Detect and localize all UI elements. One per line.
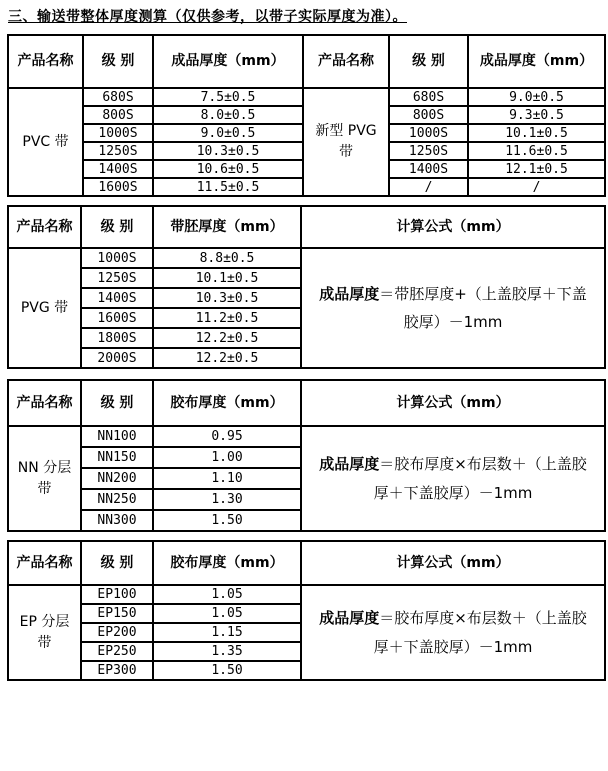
grade-cell: / bbox=[389, 178, 468, 196]
thickness-cell: 10.1±0.5 bbox=[153, 268, 301, 288]
grade-cell: NN150 bbox=[81, 447, 153, 468]
grade-cell: 1400S bbox=[389, 160, 468, 178]
thickness-cell: 7.5±0.5 bbox=[153, 88, 303, 106]
thickness-cell: 9.3±0.5 bbox=[468, 106, 605, 124]
thickness-cell: 8.0±0.5 bbox=[153, 106, 303, 124]
formula-cell bbox=[301, 248, 605, 368]
grade-cell: EP100 bbox=[81, 585, 153, 604]
grade-cell: NN250 bbox=[81, 489, 153, 510]
thickness-cell: 1.30 bbox=[153, 489, 301, 510]
formula-cell bbox=[301, 426, 605, 531]
thickness-cell: 11.6±0.5 bbox=[468, 142, 605, 160]
grade-cell: NN300 bbox=[81, 510, 153, 531]
grade-cell: 1800S bbox=[81, 328, 153, 348]
formula-rest: ＝带胚厚度+（上盖胶厚＋下盖胶厚）－1mm bbox=[379, 284, 587, 331]
thickness-cell: 1.10 bbox=[153, 468, 301, 489]
thickness-cell: 9.0±0.5 bbox=[468, 88, 605, 106]
product-cell-new-pvg: 新型 PVG 带 bbox=[303, 88, 389, 196]
grade-cell: 1250S bbox=[81, 268, 153, 288]
formula-rest: ＝胶布厚度×布层数＋（上盖胶厚＋下盖胶厚）－1mm bbox=[373, 609, 587, 656]
thickness-cell: 1.05 bbox=[153, 604, 301, 623]
table3-header-grade: 级 别 bbox=[81, 380, 153, 426]
table4-header-grade: 级 别 bbox=[81, 541, 153, 585]
grade-cell: EP250 bbox=[81, 642, 153, 661]
grade-cell: 1000S bbox=[83, 124, 153, 142]
thickness-cell: 8.8±0.5 bbox=[153, 248, 301, 268]
table2-header-grade: 级 别 bbox=[81, 206, 153, 248]
table4-header-product: 产品名称 bbox=[8, 541, 81, 585]
grade-cell: 1600S bbox=[83, 178, 153, 196]
table-row bbox=[8, 248, 605, 268]
thickness-cell: 1.00 bbox=[153, 447, 301, 468]
formula-cell bbox=[301, 585, 605, 680]
grade-cell: 1400S bbox=[83, 160, 153, 178]
product-cell-ep: EP 分层带 bbox=[8, 585, 81, 680]
grade-cell: EP150 bbox=[81, 604, 153, 623]
grade-cell: EP300 bbox=[81, 661, 153, 680]
table-pvg-formula bbox=[7, 205, 606, 369]
table2-header-row bbox=[8, 206, 605, 248]
thickness-cell: 1.05 bbox=[153, 585, 301, 604]
product-cell-nn: NN 分层带 bbox=[8, 426, 81, 531]
thickness-cell: 12.2±0.5 bbox=[153, 348, 301, 368]
thickness-cell: 1.35 bbox=[153, 642, 301, 661]
table1-header-row bbox=[8, 35, 605, 88]
grade-cell: 680S bbox=[389, 88, 468, 106]
thickness-cell: 10.3±0.5 bbox=[153, 142, 303, 160]
thickness-cell: / bbox=[468, 178, 605, 196]
thickness-cell: 9.0±0.5 bbox=[153, 124, 303, 142]
table2-header-product: 产品名称 bbox=[8, 206, 81, 248]
table3-header-formula: 计算公式（mm） bbox=[301, 380, 605, 426]
table3-header-product: 产品名称 bbox=[8, 380, 81, 426]
thickness-cell: 12.1±0.5 bbox=[468, 160, 605, 178]
formula-lead: 成品厚度 bbox=[319, 609, 380, 627]
thickness-cell: 11.5±0.5 bbox=[153, 178, 303, 196]
thickness-cell: 10.3±0.5 bbox=[153, 288, 301, 308]
table-row bbox=[8, 426, 605, 447]
grade-cell: 1400S bbox=[81, 288, 153, 308]
grade-cell: NN100 bbox=[81, 426, 153, 447]
formula-lead: 成品厚度 bbox=[319, 284, 380, 303]
grade-cell: 2000S bbox=[81, 348, 153, 368]
grade-cell: 800S bbox=[83, 106, 153, 124]
table1-header-grade-right: 级 别 bbox=[389, 35, 468, 88]
grade-cell: 1600S bbox=[81, 308, 153, 328]
grade-cell: EP200 bbox=[81, 623, 153, 642]
table3-header-row bbox=[8, 380, 605, 426]
table1-header-product-left: 产品名称 bbox=[8, 35, 83, 88]
formula-lead: 成品厚度 bbox=[319, 455, 380, 473]
thickness-cell: 11.2±0.5 bbox=[153, 308, 301, 328]
table-nn-formula bbox=[7, 379, 606, 532]
formula-rest: ＝胶布厚度×布层数＋（上盖胶厚＋下盖胶厚）－1mm bbox=[373, 455, 587, 502]
table-row bbox=[8, 88, 605, 106]
grade-cell: 1000S bbox=[81, 248, 153, 268]
table2-header-thickness: 带胚厚度（mm） bbox=[153, 206, 301, 248]
table4-header-formula: 计算公式（mm） bbox=[301, 541, 605, 585]
table4-header-row bbox=[8, 541, 605, 585]
thickness-cell: 1.50 bbox=[153, 661, 301, 680]
grade-cell: 1250S bbox=[389, 142, 468, 160]
table-pvc-pvg-thickness bbox=[7, 34, 606, 197]
table-row bbox=[8, 585, 605, 604]
product-cell-pvg: PVG 带 bbox=[8, 248, 81, 368]
thickness-cell: 10.6±0.5 bbox=[153, 160, 303, 178]
table1-header-thickness-left: 成品厚度（mm） bbox=[153, 35, 303, 88]
table1-header-product-right: 产品名称 bbox=[303, 35, 389, 88]
thickness-cell: 0.95 bbox=[153, 426, 301, 447]
grade-cell: NN200 bbox=[81, 468, 153, 489]
grade-cell: 1000S bbox=[389, 124, 468, 142]
product-cell-pvc: PVC 带 bbox=[8, 88, 83, 196]
thickness-cell: 1.50 bbox=[153, 510, 301, 531]
thickness-cell: 12.2±0.5 bbox=[153, 328, 301, 348]
table3-header-thickness: 胶布厚度（mm） bbox=[153, 380, 301, 426]
table4-header-thickness: 胶布厚度（mm） bbox=[153, 541, 301, 585]
thickness-cell: 1.15 bbox=[153, 623, 301, 642]
grade-cell: 1250S bbox=[83, 142, 153, 160]
table1-header-grade-left: 级 别 bbox=[83, 35, 153, 88]
table-ep-formula bbox=[7, 540, 606, 681]
page-title: 三、输送带整体厚度测算（仅供参考，以带子实际厚度为准）。 bbox=[8, 9, 407, 25]
grade-cell: 680S bbox=[83, 88, 153, 106]
table2-header-formula: 计算公式（mm） bbox=[301, 206, 605, 248]
grade-cell: 800S bbox=[389, 106, 468, 124]
table1-header-thickness-right: 成品厚度（mm） bbox=[468, 35, 605, 88]
thickness-cell: 10.1±0.5 bbox=[468, 124, 605, 142]
